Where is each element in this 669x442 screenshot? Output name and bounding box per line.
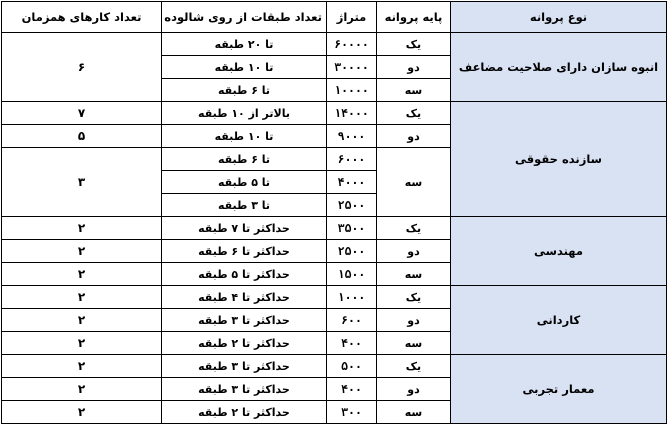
table-row (2, 33, 667, 56)
table-header (2, 2, 667, 33)
table-row (2, 355, 667, 378)
header-area: متراژ (327, 2, 377, 33)
area-cell: ۱۰۰۰۰ (327, 79, 377, 102)
level-cell: یک (377, 286, 451, 309)
level-cell: سه (377, 263, 451, 286)
floors-cell: تا ۵ طبقه (162, 171, 327, 194)
count-cell: ۲ (2, 332, 162, 355)
count-cell: ۲ (2, 240, 162, 263)
area-cell: ۶۰۰ (327, 309, 377, 332)
level-cell: یک (377, 217, 451, 240)
table-row (2, 286, 667, 309)
license-type-cell: کاردانی (451, 286, 667, 355)
area-cell: ۴۰۰۰ (327, 171, 377, 194)
area-cell: ۵۰۰ (327, 355, 377, 378)
area-cell: ۶۰۰۰ (327, 148, 377, 171)
level-cell: دو (377, 378, 451, 401)
level-cell: یک (377, 33, 451, 56)
floors-cell: بالاتر از ۱۰ طبقه (162, 102, 327, 125)
level-cell: سه (377, 401, 451, 424)
floors-cell: حداکثر تا ۲ طبقه (162, 401, 327, 424)
area-cell: ۱۴۰۰۰ (327, 102, 377, 125)
level-cell: دو (377, 309, 451, 332)
floors-cell: تا ۲۰ طبقه (162, 33, 327, 56)
license-type-cell: سازنده حقوقی (451, 102, 667, 217)
count-cell: ۳ (2, 148, 162, 217)
floors-cell: تا ۱۰ طبقه (162, 56, 327, 79)
count-cell: ۲ (2, 309, 162, 332)
level-cell: یک (377, 102, 451, 125)
floors-cell: حداکثر تا ۲ طبقه (162, 332, 327, 355)
count-cell: ۲ (2, 286, 162, 309)
header-row (2, 2, 667, 33)
count-cell: ۲ (2, 355, 162, 378)
count-cell: ۵ (2, 125, 162, 148)
level-cell: سه (377, 148, 451, 217)
level-cell: یک (377, 355, 451, 378)
license-type-cell: انبوه سازان دارای صلاحیت مضاعف (451, 33, 667, 102)
count-cell: ۲ (2, 401, 162, 424)
license-type-cell: مهندسی (451, 217, 667, 286)
floors-cell: حداکثر تا ۵ طبقه (162, 263, 327, 286)
level-cell: دو (377, 56, 451, 79)
area-cell: ۳۵۰۰ (327, 217, 377, 240)
floors-cell: تا ۶ طبقه (162, 79, 327, 102)
floors-cell: تا ۳ طبقه (162, 194, 327, 217)
area-cell: ۹۰۰۰ (327, 125, 377, 148)
floors-cell: حداکثر تا ۳ طبقه (162, 355, 327, 378)
floors-cell: تا ۱۰ طبقه (162, 125, 327, 148)
area-cell: ۱۰۰۰ (327, 286, 377, 309)
floors-cell: حداکثر تا ۳ طبقه (162, 378, 327, 401)
area-cell: ۴۰۰ (327, 378, 377, 401)
area-cell: ۳۰۰۰۰ (327, 56, 377, 79)
count-cell: ۷ (2, 102, 162, 125)
header-concurrent-count: تعداد کارهای همزمان (2, 2, 162, 33)
floors-cell: حداکثر تا ۴ طبقه (162, 286, 327, 309)
area-cell: ۲۵۰۰ (327, 194, 377, 217)
license-type-cell: معمار تجربی (451, 355, 667, 424)
floors-cell: حداکثر تا ۷ طبقه (162, 217, 327, 240)
header-license-type: نوع پروانه (451, 2, 667, 33)
header-license-level: پایه پروانه (377, 2, 451, 33)
license-table (1, 1, 667, 424)
floors-cell: حداکثر تا ۶ طبقه (162, 240, 327, 263)
area-cell: ۲۵۰۰ (327, 240, 377, 263)
count-cell: ۲ (2, 378, 162, 401)
area-cell: ۳۰۰ (327, 401, 377, 424)
header-floors: تعداد طبقات از روی شالوده (162, 2, 327, 33)
count-cell: ۲ (2, 217, 162, 240)
count-cell: ۲ (2, 263, 162, 286)
area-cell: ۴۰۰ (327, 332, 377, 355)
count-cell: ۶ (2, 33, 162, 102)
area-cell: ۶۰۰۰۰ (327, 33, 377, 56)
floors-cell: تا ۶ طبقه (162, 148, 327, 171)
table-row (2, 102, 667, 125)
table-row (2, 217, 667, 240)
level-cell: سه (377, 79, 451, 102)
level-cell: سه (377, 332, 451, 355)
floors-cell: حداکثر تا ۳ طبقه (162, 309, 327, 332)
level-cell: دو (377, 240, 451, 263)
level-cell: دو (377, 125, 451, 148)
area-cell: ۱۵۰۰ (327, 263, 377, 286)
